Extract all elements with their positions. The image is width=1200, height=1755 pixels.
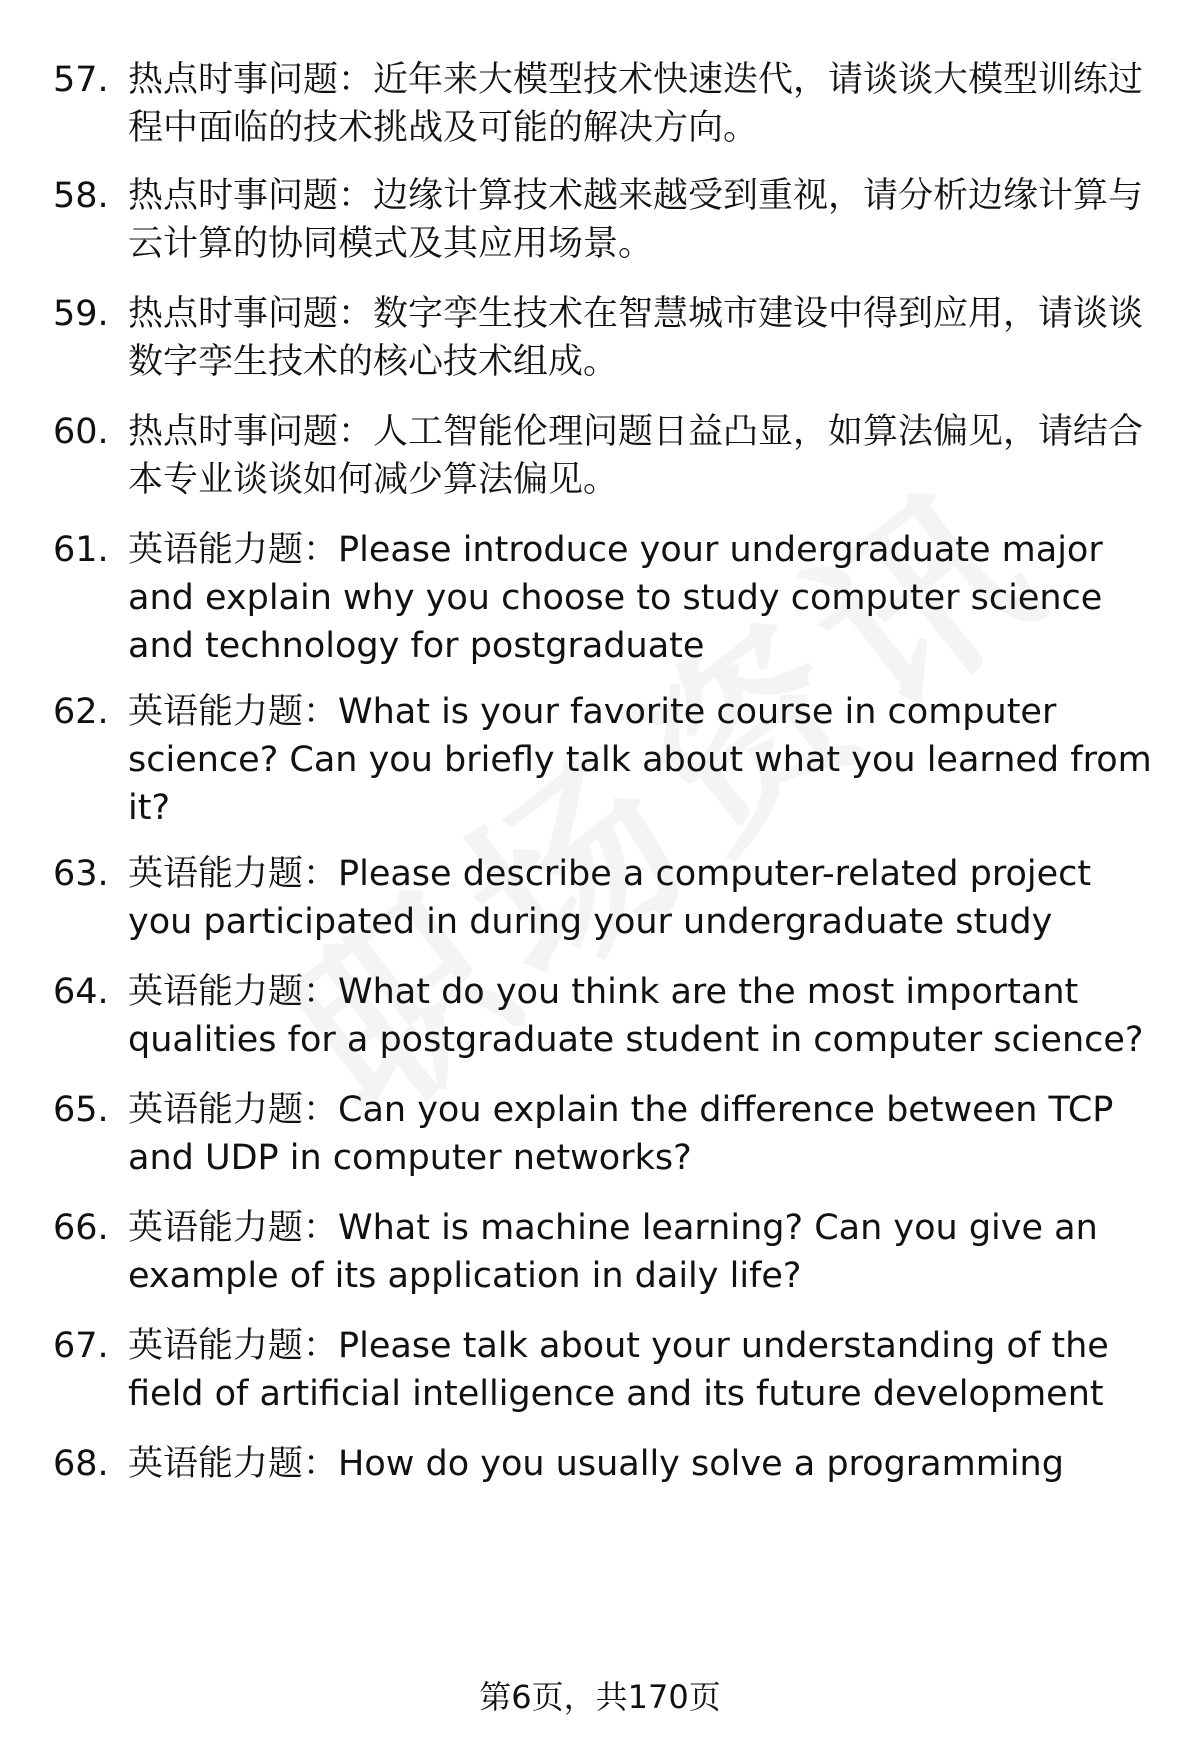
question-text: 英语能力题：Can you explain the difference between TCP and UDP in computer networks? [128, 1090, 1114, 1178]
question-text: 热点时事问题：边缘计算技术越来越受到重视，请分析边缘计算与云计算的协同模式及其应用场景。 [128, 176, 1144, 264]
question-number: 59. [53, 294, 109, 334]
question-text: 英语能力题：Please describe a computer-related project you participated in during your undergraduate study [128, 854, 1092, 942]
question-text: 英语能力题：Please talk about your understanding of the field of artificial intelligence and its future development [128, 1326, 1109, 1414]
question-number: 64. [53, 972, 109, 1012]
question-text: 热点时事问题：数字孪生技术在智慧城市建设中得到应用，请谈谈数字孪生技术的核心技术组成。 [128, 294, 1144, 382]
question-number: 62. [53, 692, 109, 732]
question-text: 英语能力题：Please introduce your undergraduate major and explain why you choose to study computer science and technology for postgraduate [128, 530, 1103, 666]
question-number: 67. [53, 1326, 109, 1366]
question-number: 57. [53, 60, 109, 100]
question-number: 61. [53, 530, 109, 570]
question-text: 热点时事问题：近年来大模型技术快速迭代，请谈谈大模型训练过程中面临的技术挑战及可能的解决方向。 [128, 60, 1144, 148]
question-number: 68. [53, 1444, 109, 1484]
question-text: 英语能力题：How do you usually solve a programming [128, 1444, 1064, 1484]
question-text: 英语能力题：What is your favorite course in computer science? Can you briefly talk about what you learned from it? [128, 692, 1152, 828]
question-text: 英语能力题：What is machine learning? Can you give an example of its application in daily life? [128, 1208, 1098, 1296]
page-footer: 第6页，共170页 [479, 1678, 721, 1716]
question-number: 58. [53, 176, 109, 216]
question-text: 英语能力题：What do you think are the most important qualities for a postgraduate student in computer science? [128, 972, 1144, 1060]
question-number: 60. [53, 412, 109, 452]
question-number: 63. [53, 854, 109, 894]
question-text: 热点时事问题：人工智能伦理问题日益凸显，如算法偏见，请结合本专业谈谈如何减少算法偏见。 [128, 412, 1144, 500]
question-number: 65. [53, 1090, 109, 1130]
question-number: 66. [53, 1208, 109, 1248]
